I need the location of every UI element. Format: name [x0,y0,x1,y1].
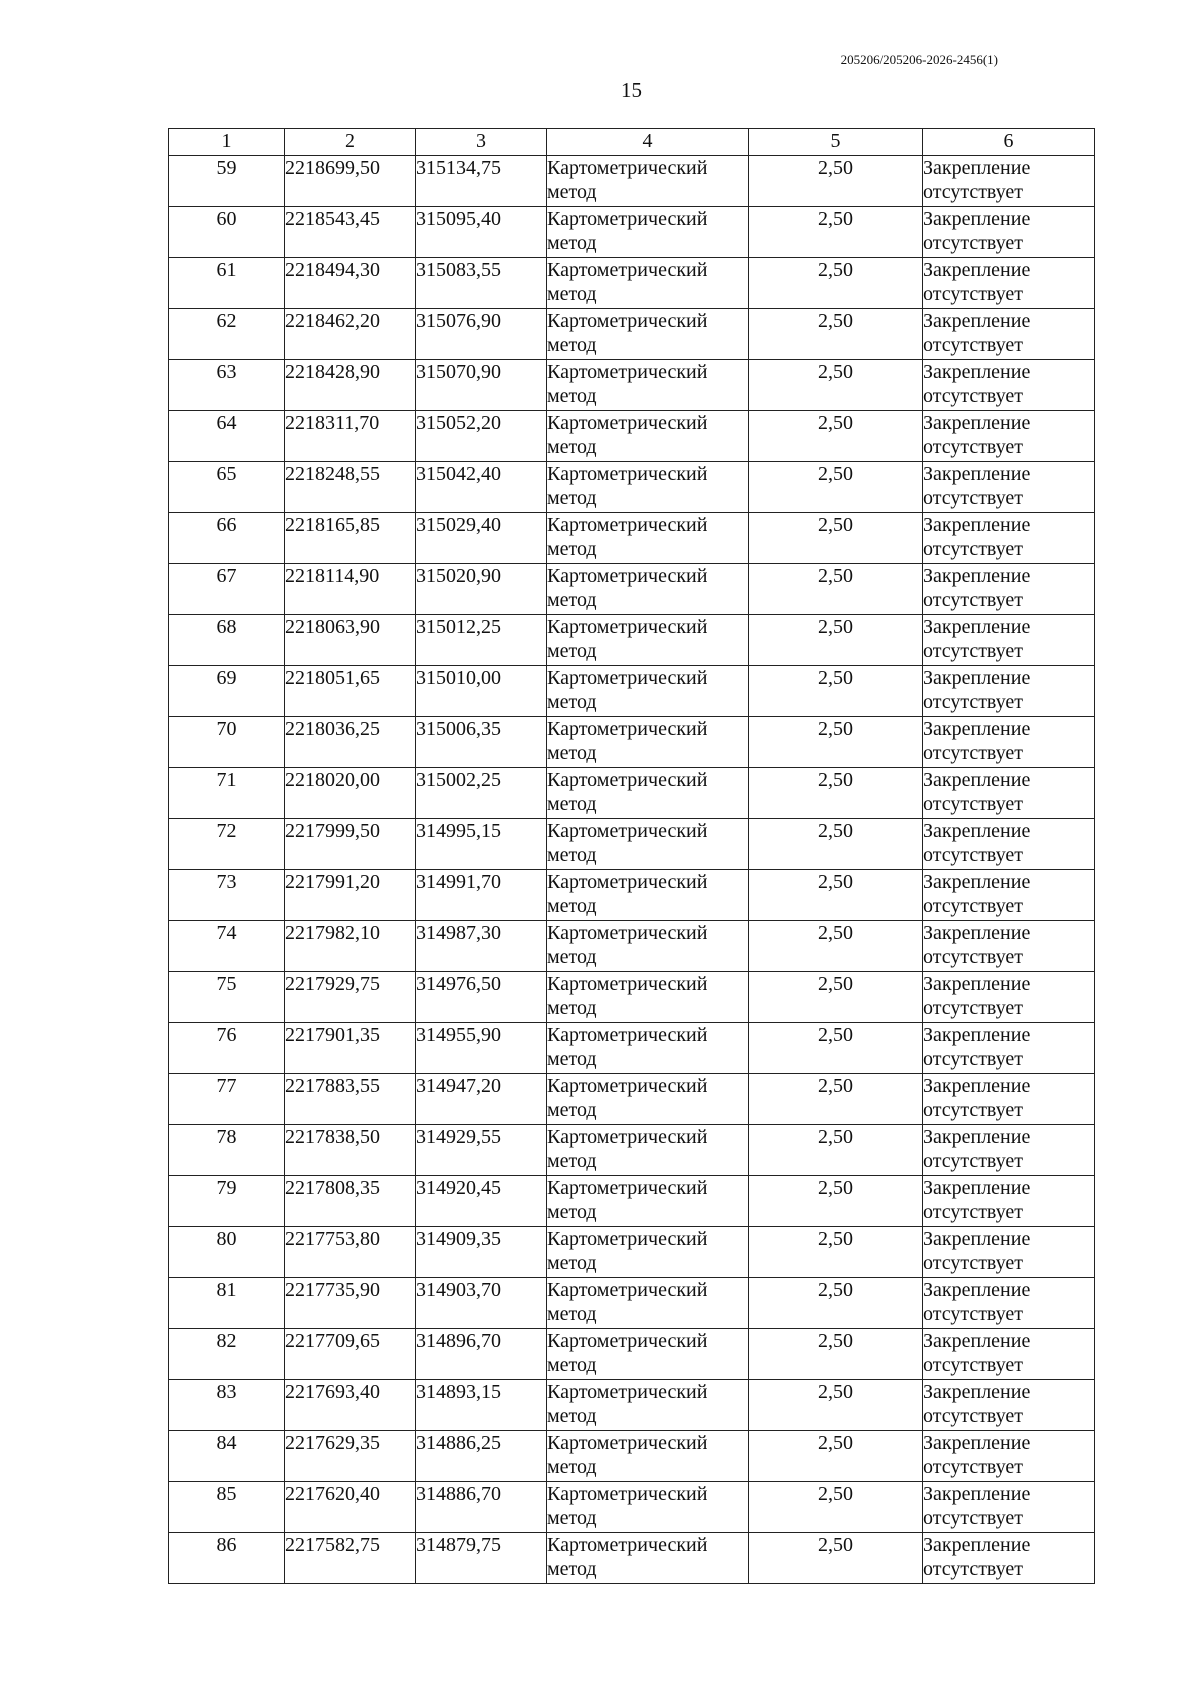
y-coordinate-cell: 315029,40 [416,513,547,564]
accuracy-cell: 2,50 [749,1278,923,1329]
point-number-cell: 65 [169,462,285,513]
method-cell: Картометрический метод [547,768,749,819]
x-coordinate-cell: 2218494,30 [285,258,416,309]
column-header: 2 [285,129,416,156]
fixing-cell: Закрепление отсутствует [923,921,1095,972]
point-number-cell: 64 [169,411,285,462]
x-coordinate-cell: 2217999,50 [285,819,416,870]
x-coordinate-cell: 2217808,35 [285,1176,416,1227]
point-number-cell: 74 [169,921,285,972]
table-row [169,309,1095,360]
accuracy-cell: 2,50 [749,258,923,309]
table-row [169,1176,1095,1227]
y-coordinate-cell: 315095,40 [416,207,547,258]
method-cell: Картометрический метод [547,513,749,564]
fixing-cell: Закрепление отсутствует [923,309,1095,360]
method-cell: Картометрический метод [547,870,749,921]
accuracy-cell: 2,50 [749,564,923,615]
method-cell: Картометрический метод [547,972,749,1023]
table-row [169,360,1095,411]
x-coordinate-cell: 2217883,55 [285,1074,416,1125]
x-coordinate-cell: 2218248,55 [285,462,416,513]
table-row [169,1431,1095,1482]
table-row [169,870,1095,921]
y-coordinate-cell: 314995,15 [416,819,547,870]
fixing-cell: Закрепление отсутствует [923,870,1095,921]
y-coordinate-cell: 315006,35 [416,717,547,768]
point-number-cell: 59 [169,156,285,207]
x-coordinate-cell: 2217709,65 [285,1329,416,1380]
table-row [169,411,1095,462]
accuracy-cell: 2,50 [749,411,923,462]
point-number-cell: 70 [169,717,285,768]
accuracy-cell: 2,50 [749,615,923,666]
method-cell: Картометрический метод [547,1176,749,1227]
point-number-cell: 62 [169,309,285,360]
fixing-cell: Закрепление отсутствует [923,1482,1095,1533]
fixing-cell: Закрепление отсутствует [923,1125,1095,1176]
x-coordinate-cell: 2218699,50 [285,156,416,207]
accuracy-cell: 2,50 [749,1482,923,1533]
accuracy-cell: 2,50 [749,1176,923,1227]
table-body [169,156,1095,1584]
table-row [169,513,1095,564]
y-coordinate-cell: 314903,70 [416,1278,547,1329]
point-number-cell: 86 [169,1533,285,1584]
document-reference: 205206/205206-2026-2456(1) [840,52,998,67]
method-cell: Картометрический метод [547,207,749,258]
y-coordinate-cell: 315020,90 [416,564,547,615]
table-row [169,666,1095,717]
table-row [169,1533,1095,1584]
column-header: 5 [749,129,923,156]
y-coordinate-cell: 315052,20 [416,411,547,462]
point-number-cell: 67 [169,564,285,615]
point-number-cell: 66 [169,513,285,564]
table-row [169,1380,1095,1431]
fixing-cell: Закрепление отсутствует [923,819,1095,870]
x-coordinate-cell: 2218311,70 [285,411,416,462]
accuracy-cell: 2,50 [749,870,923,921]
method-cell: Картометрический метод [547,819,749,870]
point-number-cell: 76 [169,1023,285,1074]
x-coordinate-cell: 2217982,10 [285,921,416,972]
fixing-cell: Закрепление отсутствует [923,1329,1095,1380]
point-number-cell: 81 [169,1278,285,1329]
method-cell: Картометрический метод [547,1482,749,1533]
y-coordinate-cell: 314947,20 [416,1074,547,1125]
point-number-cell: 77 [169,1074,285,1125]
table-row [169,768,1095,819]
fixing-cell: Закрепление отсутствует [923,717,1095,768]
method-cell: Картометрический метод [547,309,749,360]
method-cell: Картометрический метод [547,1074,749,1125]
table-row [169,972,1095,1023]
table-row [169,1074,1095,1125]
table-row [169,1125,1095,1176]
fixing-cell: Закрепление отсутствует [923,258,1095,309]
method-cell: Картометрический метод [547,1125,749,1176]
method-cell: Картометрический метод [547,564,749,615]
y-coordinate-cell: 314929,55 [416,1125,547,1176]
table-row [169,1482,1095,1533]
point-number-cell: 60 [169,207,285,258]
fixing-cell: Закрепление отсутствует [923,666,1095,717]
fixing-cell: Закрепление отсутствует [923,564,1095,615]
table-row [169,921,1095,972]
x-coordinate-cell: 2218051,65 [285,666,416,717]
column-header: 6 [923,129,1095,156]
column-header: 3 [416,129,547,156]
y-coordinate-cell: 315002,25 [416,768,547,819]
point-number-cell: 84 [169,1431,285,1482]
x-coordinate-cell: 2217693,40 [285,1380,416,1431]
point-number-cell: 68 [169,615,285,666]
fixing-cell: Закрепление отсутствует [923,207,1095,258]
accuracy-cell: 2,50 [749,513,923,564]
method-cell: Картометрический метод [547,921,749,972]
accuracy-cell: 2,50 [749,819,923,870]
y-coordinate-cell: 314976,50 [416,972,547,1023]
point-number-cell: 82 [169,1329,285,1380]
y-coordinate-cell: 315010,00 [416,666,547,717]
y-coordinate-cell: 314886,70 [416,1482,547,1533]
point-number-cell: 61 [169,258,285,309]
y-coordinate-cell: 314893,15 [416,1380,547,1431]
coordinates-table [168,128,1095,1584]
point-number-cell: 80 [169,1227,285,1278]
x-coordinate-cell: 2218428,90 [285,360,416,411]
method-cell: Картометрический метод [547,1278,749,1329]
accuracy-cell: 2,50 [749,666,923,717]
accuracy-cell: 2,50 [749,768,923,819]
y-coordinate-cell: 315042,40 [416,462,547,513]
accuracy-cell: 2,50 [749,1125,923,1176]
method-cell: Картометрический метод [547,462,749,513]
method-cell: Картометрический метод [547,1533,749,1584]
method-cell: Картометрический метод [547,1431,749,1482]
y-coordinate-cell: 314879,75 [416,1533,547,1584]
x-coordinate-cell: 2217838,50 [285,1125,416,1176]
point-number-cell: 73 [169,870,285,921]
point-number-cell: 69 [169,666,285,717]
point-number-cell: 79 [169,1176,285,1227]
method-cell: Картометрический метод [547,258,749,309]
accuracy-cell: 2,50 [749,717,923,768]
y-coordinate-cell: 315134,75 [416,156,547,207]
point-number-cell: 83 [169,1380,285,1431]
fixing-cell: Закрепление отсутствует [923,462,1095,513]
x-coordinate-cell: 2218020,00 [285,768,416,819]
x-coordinate-cell: 2218036,25 [285,717,416,768]
fixing-cell: Закрепление отсутствует [923,1278,1095,1329]
x-coordinate-cell: 2217629,35 [285,1431,416,1482]
accuracy-cell: 2,50 [749,1023,923,1074]
x-coordinate-cell: 2218165,85 [285,513,416,564]
point-number-cell: 85 [169,1482,285,1533]
method-cell: Картометрический метод [547,1329,749,1380]
fixing-cell: Закрепление отсутствует [923,1074,1095,1125]
accuracy-cell: 2,50 [749,1329,923,1380]
column-header: 1 [169,129,285,156]
method-cell: Картометрический метод [547,411,749,462]
fixing-cell: Закрепление отсутствует [923,1380,1095,1431]
fixing-cell: Закрепление отсутствует [923,768,1095,819]
fixing-cell: Закрепление отсутствует [923,360,1095,411]
point-number-cell: 78 [169,1125,285,1176]
accuracy-cell: 2,50 [749,462,923,513]
page-number: 15 [621,78,642,102]
accuracy-cell: 2,50 [749,1533,923,1584]
y-coordinate-cell: 314886,25 [416,1431,547,1482]
table-row [169,1023,1095,1074]
x-coordinate-cell: 2217929,75 [285,972,416,1023]
x-coordinate-cell: 2218114,90 [285,564,416,615]
table-row [169,819,1095,870]
table-row [169,258,1095,309]
accuracy-cell: 2,50 [749,1431,923,1482]
method-cell: Картометрический метод [547,1380,749,1431]
x-coordinate-cell: 2217582,75 [285,1533,416,1584]
fixing-cell: Закрепление отсутствует [923,1023,1095,1074]
table-row [169,207,1095,258]
point-number-cell: 72 [169,819,285,870]
table-header-row [169,129,1095,156]
method-cell: Картометрический метод [547,717,749,768]
point-number-cell: 63 [169,360,285,411]
accuracy-cell: 2,50 [749,1380,923,1431]
point-number-cell: 71 [169,768,285,819]
y-coordinate-cell: 315083,55 [416,258,547,309]
fixing-cell: Закрепление отсутствует [923,1176,1095,1227]
y-coordinate-cell: 314896,70 [416,1329,547,1380]
method-cell: Картометрический метод [547,666,749,717]
x-coordinate-cell: 2217901,35 [285,1023,416,1074]
y-coordinate-cell: 314955,90 [416,1023,547,1074]
y-coordinate-cell: 314987,30 [416,921,547,972]
y-coordinate-cell: 314920,45 [416,1176,547,1227]
table-row [169,156,1095,207]
method-cell: Картометрический метод [547,1227,749,1278]
method-cell: Картометрический метод [547,1023,749,1074]
fixing-cell: Закрепление отсутствует [923,615,1095,666]
x-coordinate-cell: 2217620,40 [285,1482,416,1533]
table-row [169,717,1095,768]
method-cell: Картометрический метод [547,615,749,666]
y-coordinate-cell: 315070,90 [416,360,547,411]
accuracy-cell: 2,50 [749,1227,923,1278]
y-coordinate-cell: 315076,90 [416,309,547,360]
table-row [169,1227,1095,1278]
y-coordinate-cell: 315012,25 [416,615,547,666]
x-coordinate-cell: 2217735,90 [285,1278,416,1329]
x-coordinate-cell: 2218543,45 [285,207,416,258]
point-number-cell: 75 [169,972,285,1023]
method-cell: Картометрический метод [547,360,749,411]
table-row [169,564,1095,615]
fixing-cell: Закрепление отсутствует [923,513,1095,564]
x-coordinate-cell: 2217991,20 [285,870,416,921]
y-coordinate-cell: 314991,70 [416,870,547,921]
accuracy-cell: 2,50 [749,921,923,972]
fixing-cell: Закрепление отсутствует [923,411,1095,462]
x-coordinate-cell: 2218063,90 [285,615,416,666]
accuracy-cell: 2,50 [749,972,923,1023]
x-coordinate-cell: 2218462,20 [285,309,416,360]
x-coordinate-cell: 2217753,80 [285,1227,416,1278]
fixing-cell: Закрепление отсутствует [923,156,1095,207]
method-cell: Картометрический метод [547,156,749,207]
table-row [169,462,1095,513]
column-header: 4 [547,129,749,156]
accuracy-cell: 2,50 [749,207,923,258]
accuracy-cell: 2,50 [749,156,923,207]
accuracy-cell: 2,50 [749,1074,923,1125]
fixing-cell: Закрепление отсутствует [923,1227,1095,1278]
accuracy-cell: 2,50 [749,360,923,411]
table-row [169,615,1095,666]
table-row [169,1329,1095,1380]
fixing-cell: Закрепление отсутствует [923,972,1095,1023]
fixing-cell: Закрепление отсутствует [923,1533,1095,1584]
fixing-cell: Закрепление отсутствует [923,1431,1095,1482]
table-row [169,1278,1095,1329]
accuracy-cell: 2,50 [749,309,923,360]
y-coordinate-cell: 314909,35 [416,1227,547,1278]
